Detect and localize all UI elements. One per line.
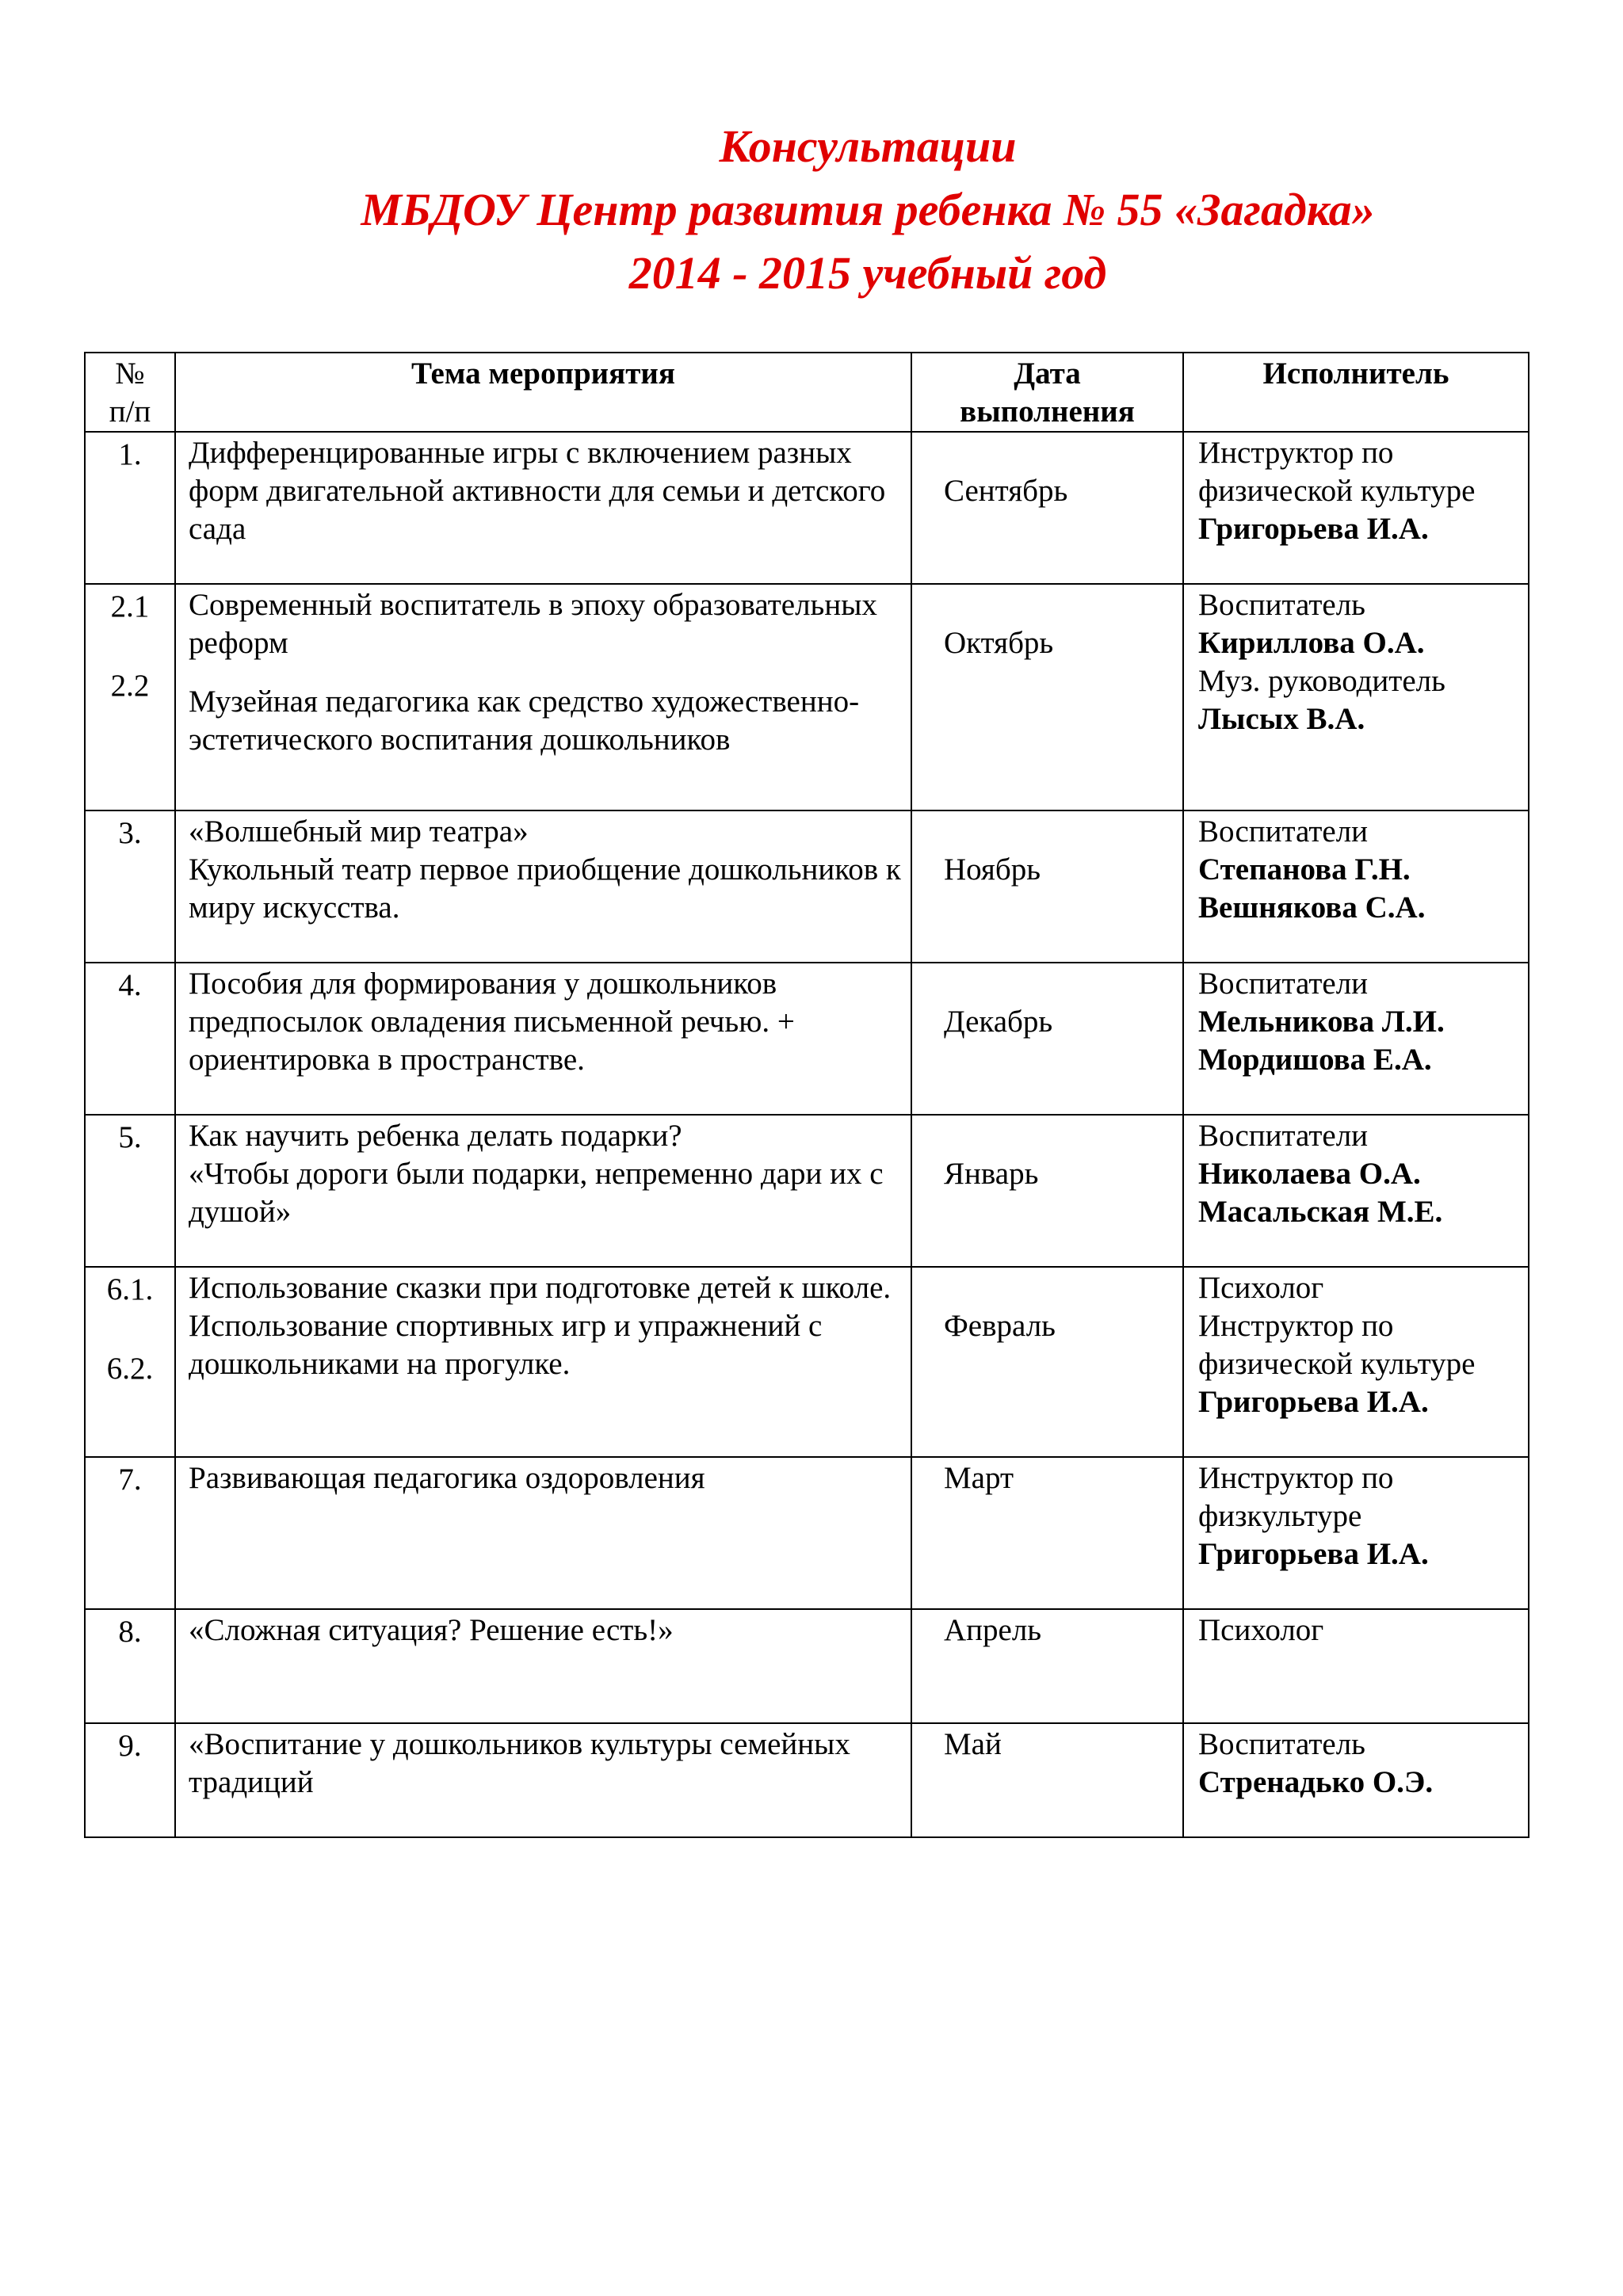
table-row	[85, 1457, 1529, 1609]
performer-name: Григорьева И.А.	[1198, 1385, 1429, 1419]
date-cell: Январь	[911, 1115, 1183, 1267]
row-number: 7.	[118, 1463, 142, 1497]
row-number-cell	[85, 810, 175, 963]
row-number: 2.2	[110, 669, 150, 703]
topic-cell	[175, 432, 911, 584]
performer-cell	[1183, 584, 1529, 810]
date-cell: Ноябрь	[911, 810, 1183, 963]
table-body	[85, 432, 1529, 1837]
performer-name: Николаева О.А.	[1198, 1157, 1421, 1191]
date-cell: Октябрь	[911, 584, 1183, 810]
performer-name: Вешнякова С.А.	[1198, 891, 1426, 925]
performer-role: Воспитатели	[1198, 814, 1369, 849]
topic-cell	[175, 963, 911, 1115]
performer-role: Инструктор по	[1198, 1309, 1394, 1343]
date-cell: Февраль	[911, 1267, 1183, 1457]
table-row	[85, 432, 1529, 584]
performer-cell	[1183, 432, 1529, 584]
row-number: 5.	[118, 1120, 142, 1154]
row-number-cell	[85, 584, 175, 810]
performer-cell	[1183, 963, 1529, 1115]
table-row	[85, 1115, 1529, 1267]
table-row	[85, 810, 1529, 963]
performer-role: Воспитатели	[1198, 1119, 1369, 1153]
topic-text: Как научить ребенка делать подарки?	[189, 1119, 682, 1153]
performer-name: Григорьева И.А.	[1198, 512, 1429, 546]
topic-cell	[175, 810, 911, 963]
title-line-3: 2014 - 2015 учебный год	[628, 247, 1107, 299]
row-number-cell	[85, 1267, 175, 1457]
date-cell: Апрель	[911, 1609, 1183, 1723]
performer-name: Григорьева И.А.	[1198, 1537, 1429, 1571]
consultations-table	[84, 352, 1529, 1838]
performer-role: Инструктор по	[1198, 436, 1394, 470]
performer-cell	[1183, 1609, 1529, 1723]
row-number-cell	[85, 1609, 175, 1723]
title-line-1: Консультации	[719, 120, 1017, 172]
topic-text: Музейная педагогика как средство художественно- эстетического воспитания дошкольников	[189, 685, 860, 757]
row-number-cell	[85, 1115, 175, 1267]
topic-text: «Чтобы дороги были подарки, непременно дари их с душой»	[189, 1157, 884, 1229]
table-row	[85, 1723, 1529, 1837]
performer-role: физической культуре	[1198, 1347, 1476, 1381]
date-cell: Декабрь	[911, 963, 1183, 1115]
row-number: 8.	[118, 1615, 142, 1649]
header-number: № п/п	[85, 353, 175, 432]
performer-cell	[1183, 1115, 1529, 1267]
topic-cell	[175, 1115, 911, 1267]
date-cell: Сентябрь	[911, 432, 1183, 584]
header-performer: Исполнитель	[1183, 353, 1529, 432]
row-number: 3.	[118, 816, 142, 850]
performer-role: Воспитатели	[1198, 967, 1369, 1001]
performer-name: Стренадько О.Э.	[1198, 1765, 1434, 1799]
title-line-2: МБДОУ Центр развития ребенка № 55 «Загадка»	[361, 184, 1375, 235]
row-number: 4.	[118, 968, 142, 1002]
performer-name: Степанова Г.Н.	[1198, 852, 1411, 887]
performer-role: Психолог	[1198, 1271, 1324, 1305]
performer-name: Мордишова Е.А.	[1198, 1043, 1432, 1077]
row-number-cell	[85, 1457, 175, 1609]
date-cell: Март	[911, 1457, 1183, 1609]
row-number: 2.1	[110, 589, 150, 624]
row-number-cell	[85, 432, 175, 584]
topic-text: «Сложная ситуация? Решение есть!»	[189, 1613, 674, 1647]
performer-name: Масальская М.Е.	[1198, 1195, 1443, 1229]
topic-text: Развивающая педагогика оздоровления	[189, 1461, 705, 1495]
performer-cell	[1183, 1267, 1529, 1457]
row-number: 9.	[118, 1729, 142, 1763]
performer-cell	[1183, 1457, 1529, 1609]
date-cell: Май	[911, 1723, 1183, 1837]
performer-role: Психолог	[1198, 1613, 1324, 1647]
document-title	[0, 115, 1623, 305]
topic-text: «Воспитание у дошкольников культуры семейных традиций	[189, 1727, 850, 1799]
topic-cell	[175, 1723, 911, 1837]
row-number: 6.1.	[106, 1272, 154, 1306]
table-row	[85, 1609, 1529, 1723]
performer-role: Воспитатель	[1198, 588, 1365, 622]
topic-text: Дифференцированные игры с включением разных форм двигательной активности для семьи и детского сада	[189, 436, 886, 546]
performer-role: Муз. руководитель	[1198, 664, 1445, 698]
performer-role: физкультуре	[1198, 1499, 1362, 1533]
performer-role: Инструктор по	[1198, 1461, 1394, 1495]
table-header-row	[85, 353, 1529, 432]
topic-text: Использование сказки при подготовке детей к школе.	[189, 1271, 892, 1305]
table-row	[85, 963, 1529, 1115]
row-number-cell	[85, 1723, 175, 1837]
table-row	[85, 1267, 1529, 1457]
row-number-cell	[85, 963, 175, 1115]
topic-cell	[175, 1609, 911, 1723]
performer-cell	[1183, 810, 1529, 963]
topic-cell	[175, 1267, 911, 1457]
performer-cell	[1183, 1723, 1529, 1837]
performer-name: Лысых В.А.	[1198, 702, 1365, 736]
topic-text: Пособия для формирования у дошкольников предпосылок овладения письменной речью. + ориентировка в пространстве.	[189, 967, 795, 1077]
header-topic: Тема мероприятия	[175, 353, 911, 432]
row-number: 1.	[118, 437, 142, 471]
performer-name: Кириллова О.А.	[1198, 626, 1425, 660]
table-row	[85, 584, 1529, 810]
performer-role: физической культуре	[1198, 474, 1476, 508]
topic-text: «Волшебный мир театра»	[189, 814, 529, 849]
topic-cell	[175, 1457, 911, 1609]
topic-cell	[175, 584, 911, 810]
header-date: Дата выполнения	[911, 353, 1183, 432]
topic-text: Современный воспитатель в эпоху образовательных реформ	[189, 588, 877, 660]
performer-name: Мельникова Л.И.	[1198, 1005, 1445, 1039]
row-number: 6.2.	[106, 1352, 154, 1386]
topic-text: Кукольный театр первое приобщение дошкольников к миру искусства.	[189, 852, 901, 925]
topic-text: Использование спортивных игр и упражнений с дошкольниками на прогулке.	[189, 1309, 823, 1381]
performer-role: Воспитатель	[1198, 1727, 1365, 1761]
